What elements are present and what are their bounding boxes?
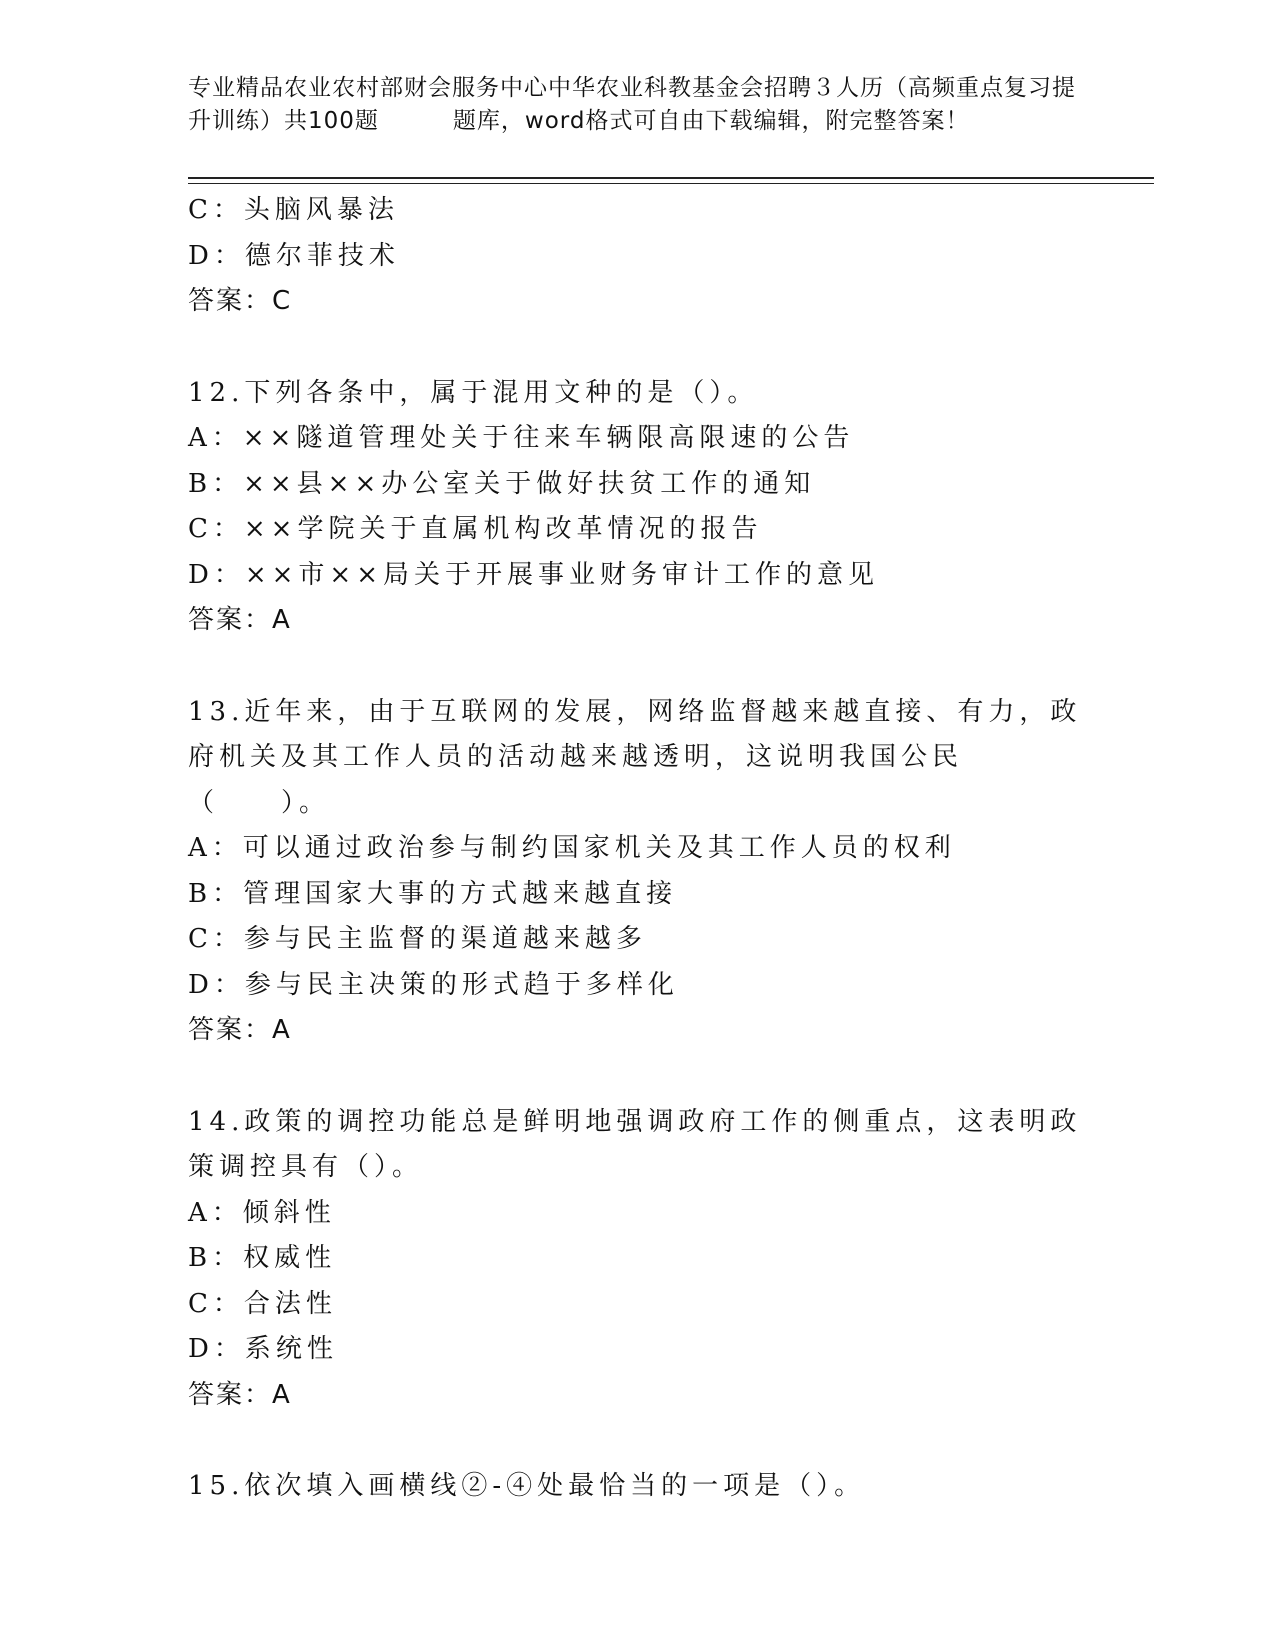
option-a: A：倾斜性: [188, 1197, 336, 1228]
option-d: D：参与民主决策的形式趋于多样化: [188, 969, 679, 1000]
answer-line: 答案：A: [188, 605, 292, 635]
option-a: A：××隧道管理处关于往来车辆限高限速的公告: [188, 423, 855, 453]
option-c: C：××学院关于直属机构改革情况的报告: [188, 514, 763, 544]
option-b: B：权威性: [188, 1243, 337, 1273]
question-15: [188, 1464, 1088, 1510]
question-gap: [188, 644, 1088, 690]
option-d: D：系统性: [188, 1334, 338, 1364]
option-a: A：可以通过政治参与制约国家机关及其工作人员的权利: [188, 833, 956, 863]
header-divider-thick: [188, 177, 1154, 179]
question-13: [188, 690, 1088, 1054]
question-stem: 12.下列各条中，属于混用文种的是（）。: [188, 377, 759, 408]
option-c: C：参与民主监督的渠道越来越多: [188, 924, 647, 954]
question-14: [188, 1100, 1088, 1419]
question-stem: 15.依次填入画横线②-④处最恰当的一项是（）。: [188, 1471, 866, 1501]
question-12: [188, 371, 1088, 644]
question-content: [188, 188, 1088, 1510]
page-header: [188, 72, 1088, 138]
option-c: C：头脑风暴法: [188, 195, 399, 225]
option-b: B：管理国家大事的方式越来越直接: [188, 878, 678, 909]
answer-line: 答案：A: [188, 1379, 292, 1410]
question-stem: 13.近年来，由于互联网的发展，网络监督越来越直接、有力，政府机关及其工作人员的活动越来越透明，这说明我国公民（ ）。: [188, 696, 1082, 818]
option-d: D：××市××局关于开展事业财务审计工作的意见: [188, 559, 879, 590]
option-d: D：德尔菲技术: [188, 240, 400, 271]
header-subtitle: 题库，word格式可自由下载编辑，附完整答案！: [452, 108, 970, 134]
option-c: C：合法性: [188, 1288, 337, 1319]
question-stem: 14.政策的调控功能总是鲜明地强调政府工作的侧重点，这表明政策调控具有（）。: [188, 1106, 1082, 1182]
question-11-tail: [188, 188, 1088, 325]
question-gap: [188, 325, 1088, 371]
answer-line: 答案：C: [188, 286, 293, 316]
option-b: B：××县××办公室关于做好扶贫工作的通知: [188, 468, 816, 499]
question-gap: [188, 1418, 1088, 1464]
question-gap: [188, 1054, 1088, 1100]
header-divider-thin: [188, 183, 1154, 184]
header-title: 专业精品农业农村部财会服务中心中华农业科教基金会招聘３人历（高频重点复习提升训练）共100题: [188, 75, 1076, 134]
answer-line: 答案：A: [188, 1015, 292, 1045]
